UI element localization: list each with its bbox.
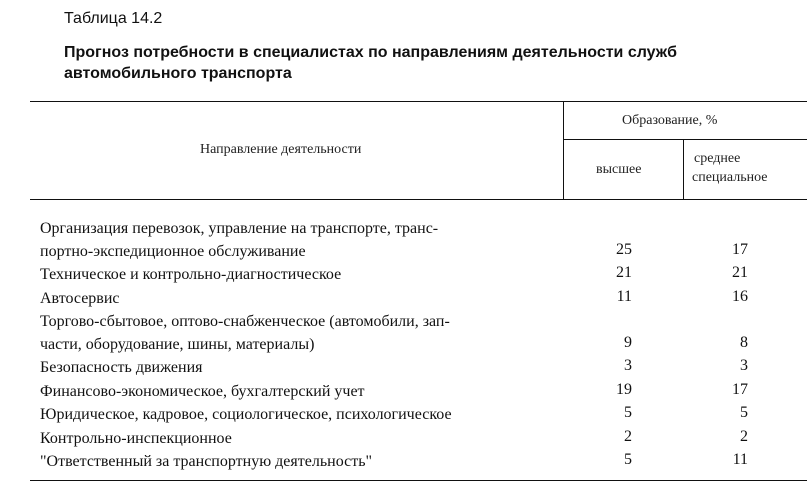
row-secondary-value: 5 — [740, 404, 748, 421]
row-higher-value: 2 — [624, 427, 632, 445]
title-line-2: автомобильного транспорта — [64, 65, 292, 82]
row-higher-value: 9 — [624, 333, 632, 351]
row-secondary-value: 17 — [732, 240, 748, 258]
row-secondary-value: 11 — [732, 451, 748, 468]
row-secondary-value: 16 — [732, 287, 748, 305]
table-bottom-rule — [30, 480, 807, 481]
row-direction: Торгово-сбытовое, оптово-снабженческое (автомобили, зап- — [40, 313, 450, 330]
row-higher-value: 25 — [616, 240, 632, 258]
header-secondary-line-2: специальное — [692, 170, 768, 185]
table-caption: Таблица 14.2 — [64, 10, 163, 27]
row-higher-value: 5 — [624, 404, 632, 421]
row-higher-value: 3 — [624, 357, 632, 374]
row-higher-value: 21 — [616, 264, 632, 281]
row-direction: Безопасность движения — [40, 359, 203, 376]
row-direction: Техническое и контрольно-диагностическое — [40, 266, 342, 283]
row-secondary-value: 8 — [740, 333, 748, 351]
row-secondary-value: 2 — [740, 427, 748, 445]
row-direction: Финансово-экономическое, бухгалтерский учет — [40, 382, 365, 400]
header-bottom-rule — [30, 199, 807, 200]
row-direction: Организация перевозок, управление на транспорте, транс- — [40, 220, 439, 237]
row-direction: Контрольно-инспекционное — [40, 429, 232, 447]
title-line-1: Прогноз потребности в специалистах по направлениям деятельности служб — [64, 44, 677, 61]
row-higher-value: 19 — [616, 380, 632, 398]
row-direction-continued: портно-экспедиционное обслуживание — [40, 242, 306, 260]
header-secondary-line-1: среднее — [694, 151, 741, 166]
row-higher-value: 5 — [624, 451, 632, 468]
row-secondary-value: 21 — [732, 264, 748, 281]
table-top-rule — [30, 101, 807, 102]
row-secondary-value: 17 — [732, 380, 748, 398]
header-higher: высшее — [596, 162, 642, 177]
table-title — [64, 42, 804, 84]
row-higher-value: 11 — [616, 287, 632, 305]
row-direction: "Ответственный за транспортную деятельность" — [40, 453, 373, 470]
header-direction: Направление деятельности — [200, 142, 362, 157]
header-divider-middle — [683, 140, 684, 199]
row-direction-continued: части, оборудование, шины, материалы) — [40, 335, 315, 353]
row-secondary-value: 3 — [740, 357, 748, 374]
row-direction: Автосервис — [40, 289, 120, 307]
education-subheader-rule — [563, 139, 807, 140]
row-direction: Юридическое, кадровое, социологическое, психологическое — [40, 406, 452, 423]
header-divider-left — [563, 102, 564, 199]
header-education: Образование, % — [622, 113, 718, 128]
